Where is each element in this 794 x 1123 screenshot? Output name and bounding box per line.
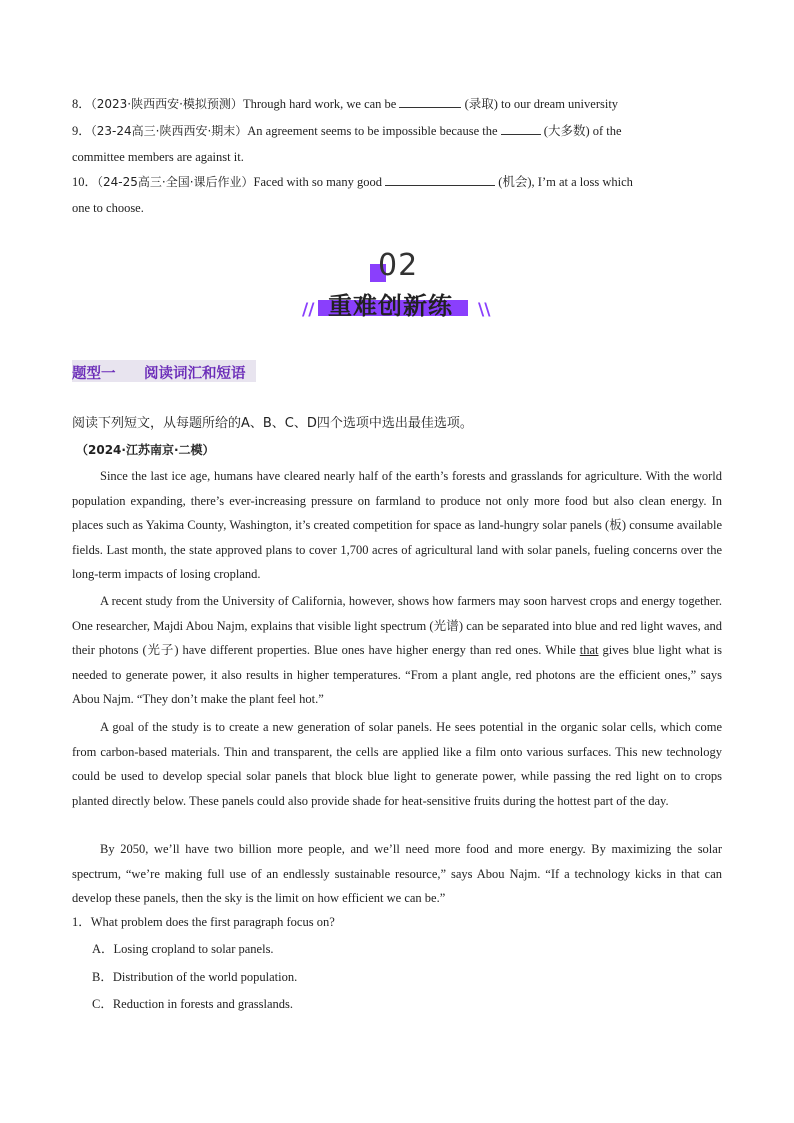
question-8 xyxy=(72,94,722,114)
question-10 xyxy=(72,172,722,192)
paragraph-4: By 2050, we’ll have two billion more people, and we’ll need more food and more energy. By maximizing the solar spectrum, “we’re making full use of an endlessly sustainable resource,” says Abou Najm. “If a technology kicks in that can develop these panels, then the sky is the limit on how efficient we can be.” xyxy=(72,842,722,906)
option-a[interactable]: A．Losing cropland to solar panels. xyxy=(92,942,274,956)
question-number: 10． xyxy=(72,175,98,189)
option-c[interactable]: C．Reduction in forests and grasslands. xyxy=(92,997,294,1011)
question-9 xyxy=(72,121,722,141)
question-source: （23-24高三·陕西西安·期末） xyxy=(90,124,248,138)
answer-blank[interactable] xyxy=(385,173,495,186)
decorative-slashes-right: \\ xyxy=(478,300,491,320)
type-tag-label: 题型一 xyxy=(72,366,116,382)
question-continuation: committee members are against it. xyxy=(72,150,244,164)
question-hint: (机会), I’m at a loss which xyxy=(498,175,633,189)
question-hint: (录取) to our dream university xyxy=(464,97,619,111)
underlined-word: that xyxy=(579,643,599,658)
question-text: Faced with so many good xyxy=(253,175,382,189)
question-text: Through hard work, we can be xyxy=(242,97,397,111)
section-number: 02 xyxy=(378,248,419,283)
passage-source: （2024·江苏南京·二模） xyxy=(76,443,215,457)
question-source: （24-25高三·全国·课后作业） xyxy=(97,175,254,189)
instruction-text: 阅读下列短文，从每题所给的A、B、C、D四个选项中选出最佳选项。 xyxy=(72,416,473,431)
question-continuation: one to choose. xyxy=(72,201,144,215)
paragraph-3: A goal of the study is to create a new generation of solar panels. He sees potential in the organic solar cells, which come from carbon-based materials. Thin and transparent, the cells are applied like a film onto various surfaces. This new technology could be used to develop special solar panels that block blue light to generate power, while passing the red light on to crops planted directly below. These panels could also provide shade for heat-sensitive fruits during the hottest part of the day. xyxy=(72,720,722,808)
question-number: 9． xyxy=(72,124,91,138)
paragraph-1: Since the last ice age, humans have cleared nearly half of the earth’s forests and grasslands for agriculture. With the world population expanding, there’s ever-increasing pressure on farmland to produce not only more food but also clean energy. In places such as Yakima County, Washington, it’s created competition for space as land-hungry solar panels (板) consume available fields. Last month, the state approved plans to cover 1,700 acres of agricultural land with solar panels, fueling concerns over the long-term impacts of losing cropland. xyxy=(72,469,722,582)
paragraph-2: A recent study from the University of California, however, shows how farmers may soon harvest crops and energy together. One researcher, Majdi Abou Najm, explains that visible light spectrum (光谱) can be separated into blue and red light waves, and their photons (光子) have different properties. Blue ones have higher energy than red ones. While that gives blue light what is needed to generate power, it also results in higher temperatures. “From a plant angle, red photons are the efficient ones,” says Abou Najm. “They don’t make the plant feel hot.” xyxy=(72,594,722,707)
question-source: （2023·陕西西安·模拟预测） xyxy=(90,97,243,111)
option-b[interactable]: B．Distribution of the world population. xyxy=(92,970,298,984)
question-type-tag xyxy=(72,360,256,382)
question-text: An agreement seems to be impossible because the xyxy=(247,124,498,138)
answer-blank[interactable] xyxy=(399,95,461,108)
answer-blank[interactable] xyxy=(501,122,541,135)
type-tag-name: 阅读词汇和短语 xyxy=(144,366,246,382)
question-1-stem: 1．What problem does the first paragraph focus on? xyxy=(72,915,335,929)
question-hint: (大多数) of the xyxy=(543,124,622,138)
question-number: 8． xyxy=(72,97,91,111)
section-title: 重难创新练 xyxy=(328,292,453,320)
decorative-slashes-left: // xyxy=(302,300,315,320)
